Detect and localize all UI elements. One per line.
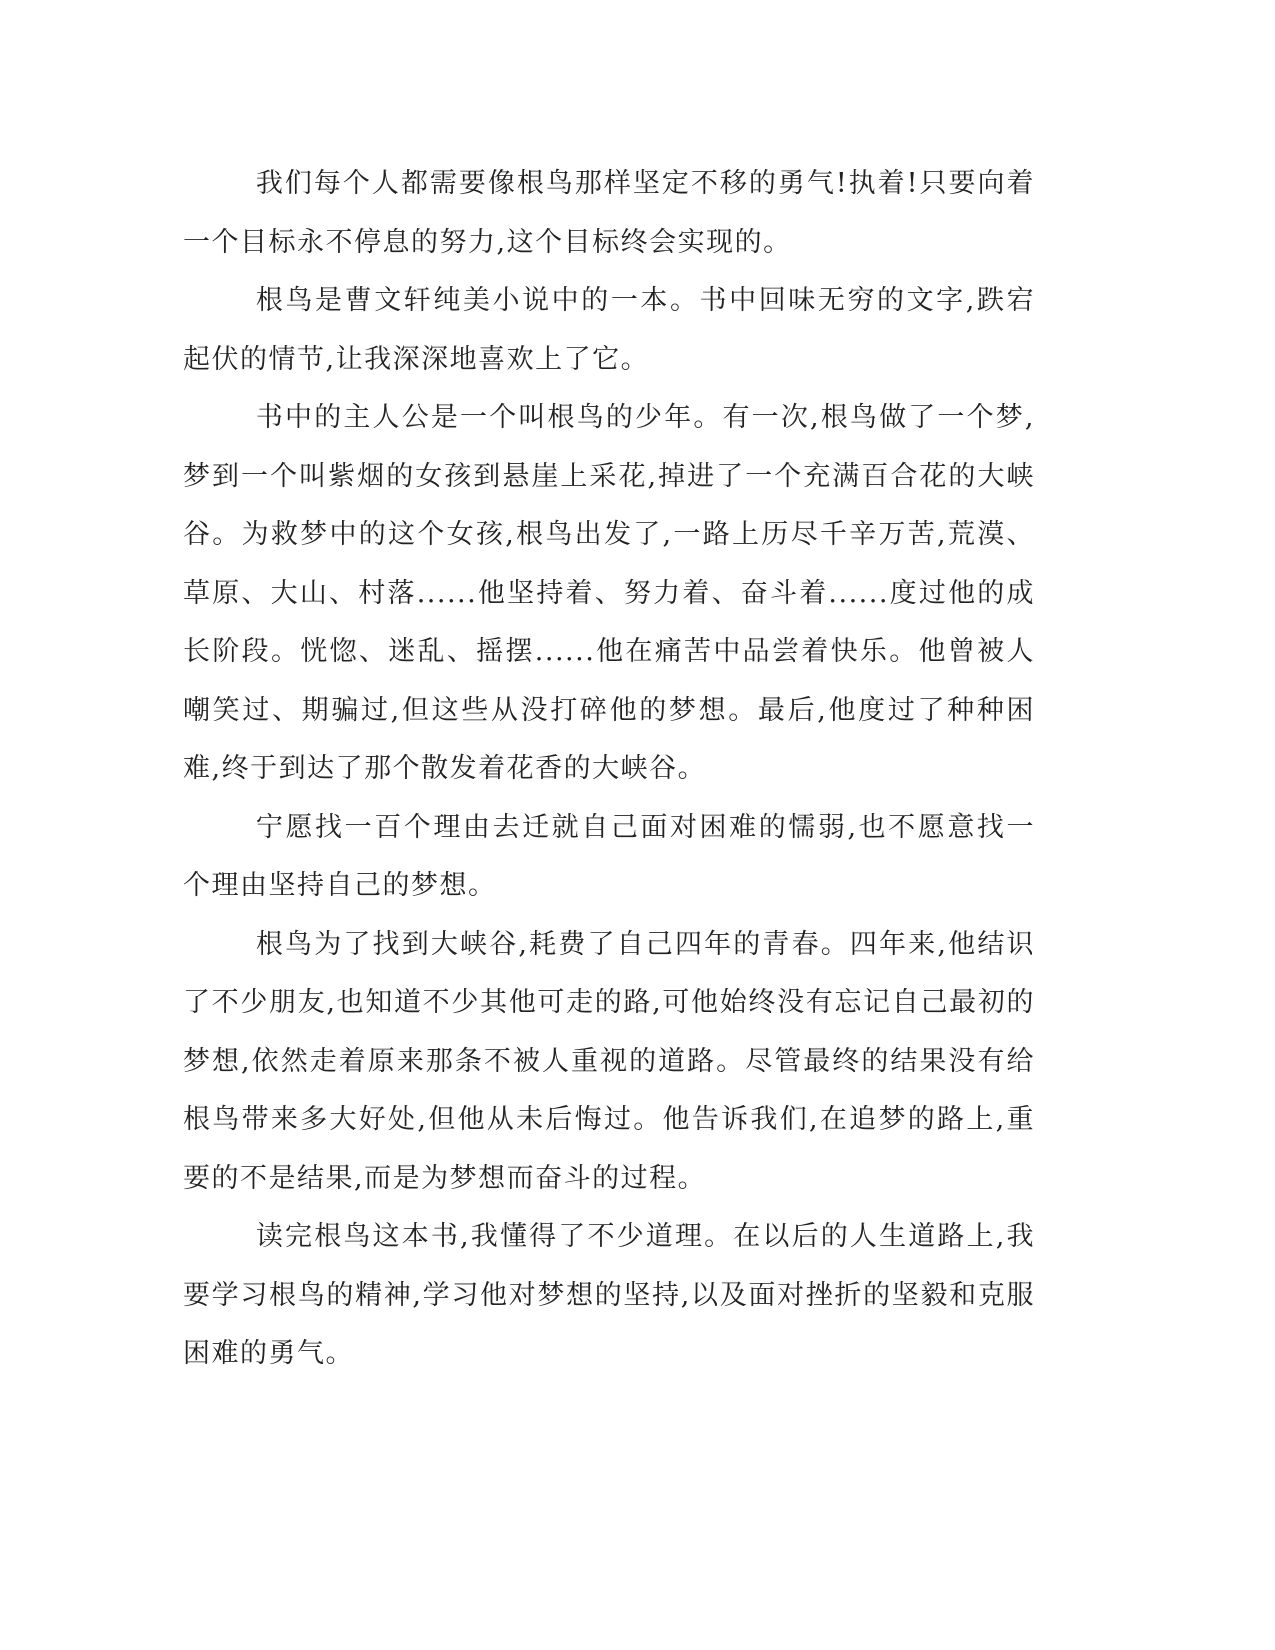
paragraph-6: 读完根鸟这本书,我懂得了不少道理。在以后的人生道路上,我要学习根鸟的精神,学习他对梦想的坚持,以及面对挫折的坚毅和克服困难的勇气。 bbox=[183, 1221, 1035, 1369]
paragraph-1: 我们每个人都需要像根鸟那样坚定不移的勇气!执着!只要向着一个目标永不停息的努力,这个目标终会实现的。 bbox=[183, 168, 1035, 258]
paragraph-3: 书中的主人公是一个叫根鸟的少年。有一次,根鸟做了一个梦,梦到一个叫紫烟的女孩到悬崖上采花,掉进了一个充满百合花的大峡谷。为救梦中的这个女孩,根鸟出发了,一路上历尽千辛万苦,荒漠、草原、大山、村落......他坚持着、努力着、奋斗着......度过他的成长阶段。恍惚、迷乱、摇摆......他在痛苦中品尝着快乐。他曾被人嘲笑过、期骗过,但这些从没打碎他的梦想。最后,他度过了种种困难,终于到达了那个散发着花香的大峡谷。 bbox=[183, 402, 1035, 784]
paragraph-4: 宁愿找一百个理由去迁就自己面对困难的懦弱,也不愿意找一个理由坚持自己的梦想。 bbox=[183, 811, 1035, 901]
paragraph-2: 根鸟是曹文轩纯美小说中的一本。书中回味无穷的文字,跌宕起伏的情节,让我深深地喜欢上了它。 bbox=[183, 285, 1035, 375]
paragraph-5: 根鸟为了找到大峡谷,耗费了自己四年的青春。四年来,他结识了不少朋友,也知道不少其他可走的路,可他始终没有忘记自己最初的梦想,依然走着原来那条不被人重视的道路。尽管最终的结果没有给根鸟带来多大好处,但他从未后悔过。他告诉我们,在追梦的路上,重要的不是结果,而是为梦想而奋斗的过程。 bbox=[183, 928, 1035, 1194]
document-body bbox=[183, 155, 1035, 1384]
